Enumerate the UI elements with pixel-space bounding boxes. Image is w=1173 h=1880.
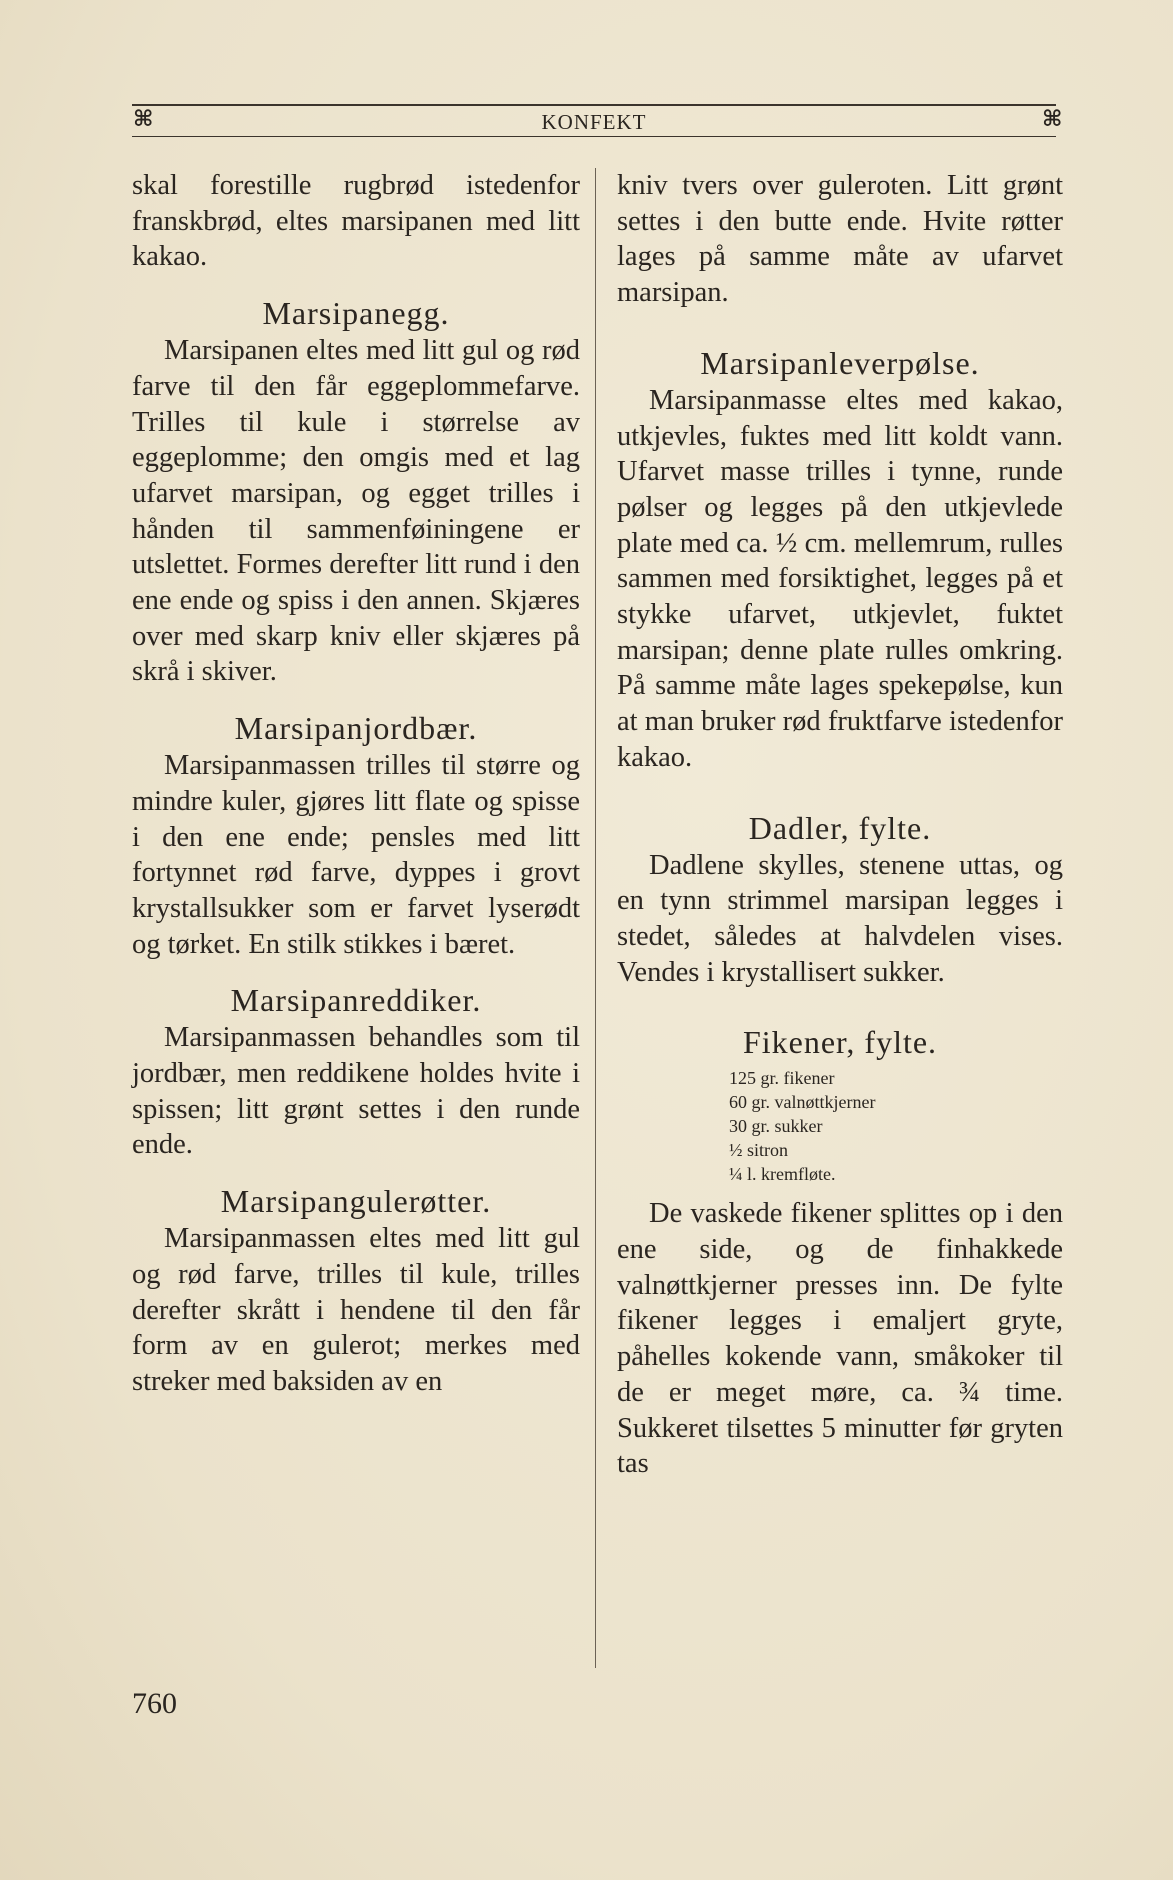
- recipe-title-fikener-fylte: Fikener, fylte.: [742, 1024, 938, 1061]
- left-column: [132, 168, 580, 1400]
- ingredient-item: 30 gr. sukker: [729, 1116, 823, 1137]
- ingredient-item: ¼ l. kremfløte.: [729, 1164, 836, 1185]
- recipe-title-marsipanjordbaer: Marsipanjordbær.: [234, 710, 478, 747]
- page-number: 760: [132, 1687, 177, 1720]
- header-ornament-left-icon: ⌘: [133, 107, 154, 132]
- recipe-text-marsipangulerotter: Marsipanmassen eltes med litt gul og rød farve, trilles til kule, trilles derefter skrått i hendene til den får form av en gulerot; merkes med streker med baksiden av en: [132, 1223, 580, 1397]
- ingredient-item: 60 gr. valnøttkjerner: [729, 1092, 876, 1113]
- running-header: KONFEKT: [541, 110, 647, 134]
- right-column: [617, 168, 1063, 1482]
- recipe-text-marsipanjordbaer: Marsipanmassen trilles til større og mindre kuler, gjøres litt flate og spisse i den ene ende; pensles med litt fortynnet rød farve, dyppes i grovt krystallsukker som er farvet lyserødt og tørket. En stilk stikkes i bæret.: [132, 750, 580, 960]
- recipe-text-fikener-fylte: De vaskede fikener splittes op i den ene side, og de finhakkede valnøttkjerner presses inn. De fylte fikener legges i emaljert gryte, påhelles kokende vann, småkoker til de er meget møre, ca. ¾ time. Sukkeret tilsettes 5 minutter før gryten tas: [617, 1198, 1063, 1480]
- recipe-text-marsipanegg: Marsipanen eltes med litt gul og rød farve til den får eggeplommefarve. Trilles til kule i størrelse av eggeplomme; den omgis med et lag ufarvet marsipan, og egget trilles i hånden til sammenføiningene er utslettet. Formes derefter litt rund i den ene ende og spiss i den annen. Skjæres over med skarp kniv eller skjæres på skrå i skiver.: [132, 335, 580, 688]
- continued-paragraph: kniv tvers over guleroten. Litt grønt settes i den butte ende. Hvite røtter lages på samme måte av ufarvet marsipan.: [617, 170, 1063, 309]
- header-rule-bottom: [132, 136, 1056, 137]
- recipe-title-marsipanleverpolse: Marsipanleverpølse.: [700, 344, 980, 381]
- recipe-text-marsipanreddiker: Marsipanmassen behandles som til jordbær, men reddikene holdes hvite i spissen; litt grønt settes i den runde ende.: [132, 1022, 580, 1161]
- recipe-title-dadler-fylte: Dadler, fylte.: [748, 809, 932, 846]
- recipe-title-marsipangulerotter: Marsipangulerøtter.: [220, 1183, 492, 1220]
- ingredient-item: ½ sitron: [729, 1140, 789, 1161]
- header-rule-top: [132, 104, 1056, 106]
- ingredient-item: 125 gr. fikener: [729, 1068, 835, 1089]
- recipe-text-marsipanleverpolse: Marsipanmasse eltes med kakao, utkjevles, fuktes med litt koldt vann. Ufarvet masse trilles i tynne, runde pølser og legges på den utkjevlede plate med ca. ½ cm. mellemrum, rulles sammen med forsiktighet, legges på et stykke ufarvet, utkjevlet, fuktet marsipan; denne plate rulles omkring. På samme måte lages spekepølse, kun at man bruker rød fruktfarve istedenfor kakao.: [617, 384, 1063, 773]
- header-ornament-right-icon: ⌘: [1042, 107, 1063, 132]
- continued-paragraph: skal forestille rugbrød istedenfor franskbrød, eltes marsipanen med litt kakao.: [132, 170, 580, 273]
- recipe-title-marsipanegg: Marsipanegg.: [262, 295, 450, 332]
- recipe-title-marsipanreddiker: Marsipanreddiker.: [230, 982, 482, 1019]
- recipe-text-dadler-fylte: Dadlene skylles, stenene uttas, og en tynn strimmel marsipan legges i stedet, således at halvdelen vises. Vendes i krystallisert sukker.: [617, 849, 1063, 988]
- column-divider: [595, 168, 596, 1668]
- ingredient-list: [729, 1066, 1063, 1186]
